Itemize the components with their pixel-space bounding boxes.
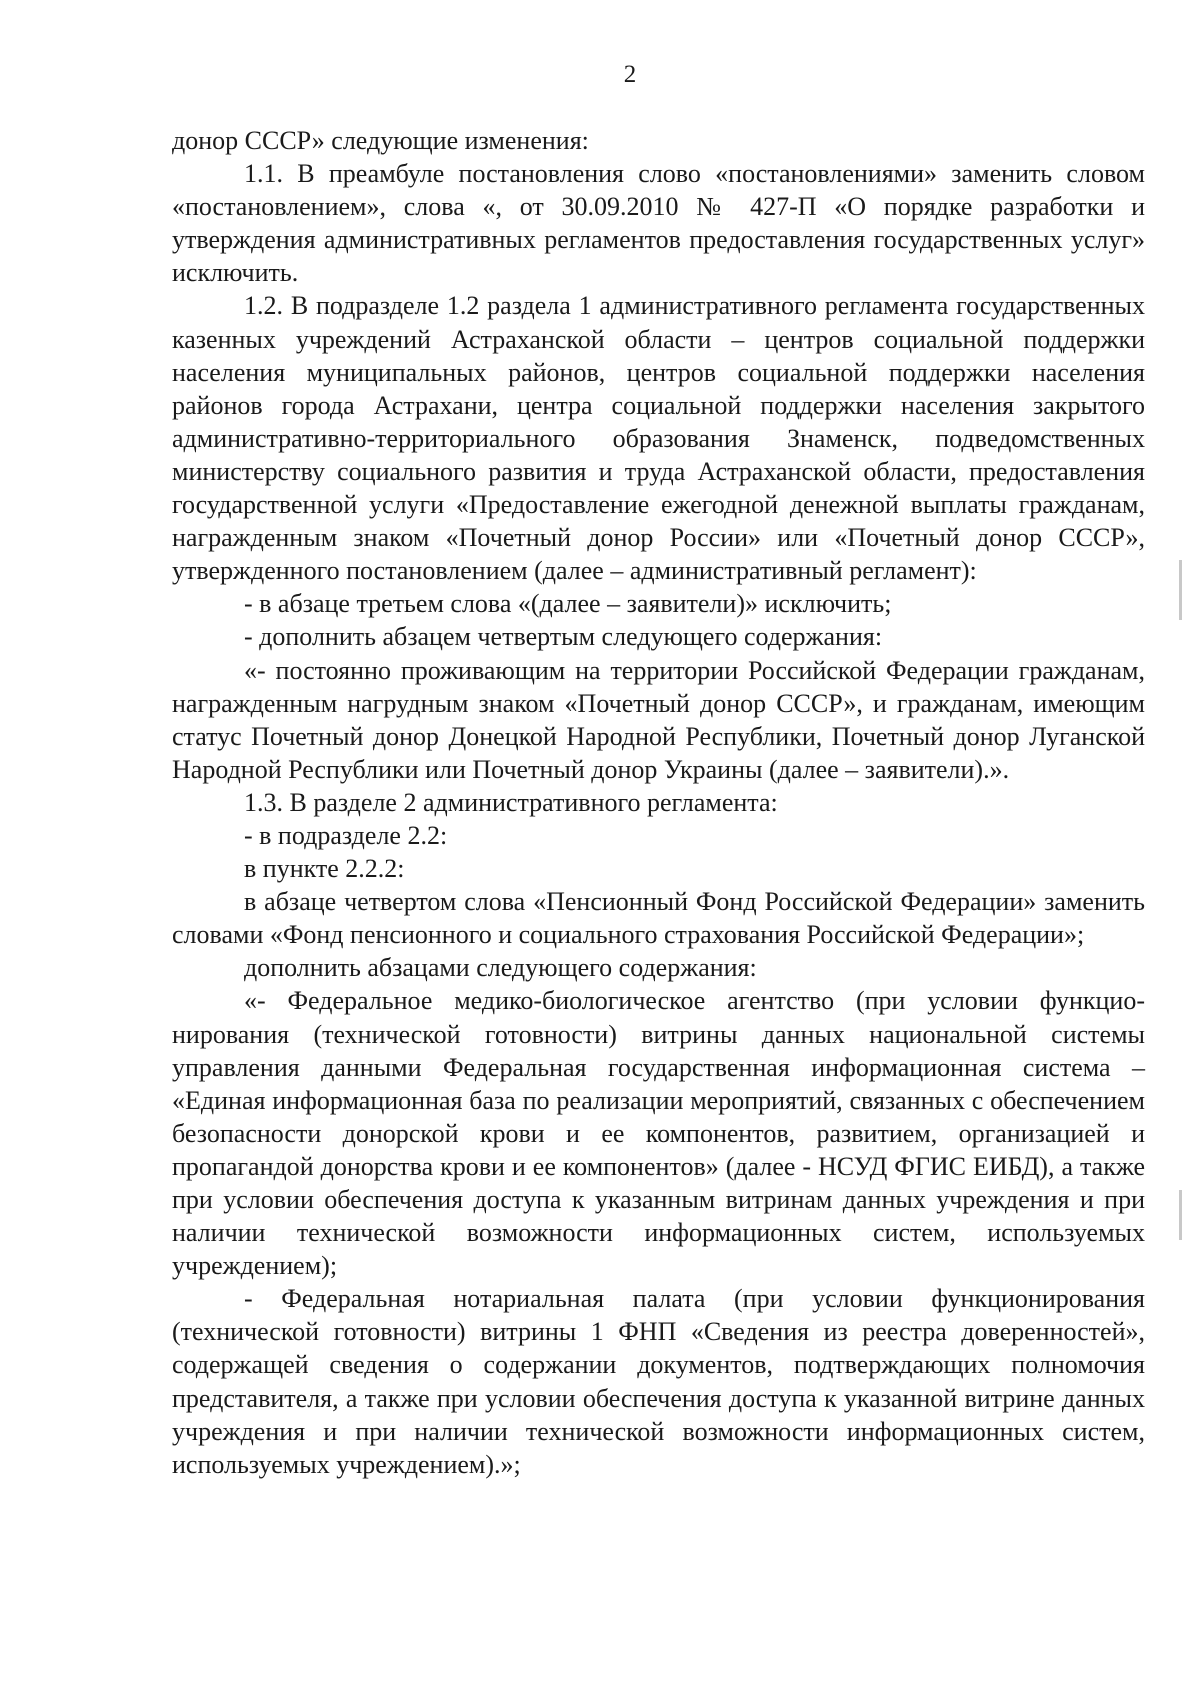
paragraph-fnp: - Федеральная нотариальная палата (при условии функционирования (технической готовности) витрины 1 ФНП «Сведения из реестра доверенностей», содержащей сведения о содержании документов, подтверждающих полномочия представителя, а также при условии обеспечения доступа к указанной витрине данных учреждения и при наличии технической возможности информационных систем, используемых учреждением).»; xyxy=(172,1284,1145,1479)
paragraph-abzac-4-intro: - дополнить абзацем четвертым следующего содержания: xyxy=(244,622,883,652)
paragraph-abzac-3: - в абзаце третьем слова «(далее – заявители)» исключить; xyxy=(244,589,892,619)
paragraph-continuation: донор СССР» следующие изменения: xyxy=(172,126,589,155)
paragraph-point-2-2-2: в пункте 2.2.2: xyxy=(244,854,405,884)
paragraph-abzac-4-replace: в абзаце четвертом слова «Пенсионный Фонд Российской Федерации» заменить словами «Фонд пенсионного и социального страхования Российской Федерации»; xyxy=(172,887,1145,950)
scan-edge-mark xyxy=(1179,1190,1182,1240)
paragraph-abzac-4-text: «- постоянно проживающим на территории Российской Федерации гражданам, награжденным нагрудным знаком «Почетный донор СССР», и гражданам, имеющим статус Почетный донор Донецкой Народной Республики, Почетный донор Луганской Народной Республики или Почетный донор Украины (далее – заявители).». xyxy=(172,655,1145,784)
page-number: 2 xyxy=(623,61,637,88)
paragraph-subsection-2-2: - в подразделе 2.2: xyxy=(244,820,448,850)
paragraph-item-1-3: 1.3. В разделе 2 административного регламента: xyxy=(244,787,778,817)
paragraph-item-1-1: 1.1. В преамбуле постановления слово «постановлениями» заменить словом «постановлением», слова «, от 30.09.2010 № 427-П «О порядке разработки и утверждения административных регламентов предоставления государственных услуг» исключить. xyxy=(172,159,1145,288)
paragraph-fmba: «- Федеральное медико-биологическое агентство (при условии функционирования (технической готовности) витрины данных национальной системы управления данными Федеральная государственная информационная система – «Единая информационная база по реализации мероприятий, связанных с обеспечением безопасности донорской крови и ее компонентов, развитием, организацией и пропагандой донорства крови и ее компонентов» (далее - НСУД ФГИС ЕИБД), а также при условии обеспечения доступа к указанным витринам данных учреждения и при наличии технической возможности информационных систем, используемых учреждением); xyxy=(172,986,1145,1281)
scan-edge-mark xyxy=(1179,560,1182,620)
document-body xyxy=(172,124,1145,1481)
paragraph-add-intro: дополнить абзацами следующего содержания: xyxy=(244,953,757,983)
paragraph-item-1-2: 1.2. В подразделе 1.2 раздела 1 административного регламента государственных казенных учреждений Астраханской области – центров социальной поддержки населения муниципальных районов, центров социальной поддержки населения районов города Астрахани, центра социальной поддержки населения закрытого административно-территориального образования Знаменск, подведомственных министерству социального развития и труда Астраханской области, предоставления государственной услуги «Предоставление ежегодной денежной выплаты гражданам, награжденным знаком «Почетный донор России» или «Почетный донор СССР», утвержденного постановлением (далее – административный регламент): xyxy=(172,291,1145,586)
